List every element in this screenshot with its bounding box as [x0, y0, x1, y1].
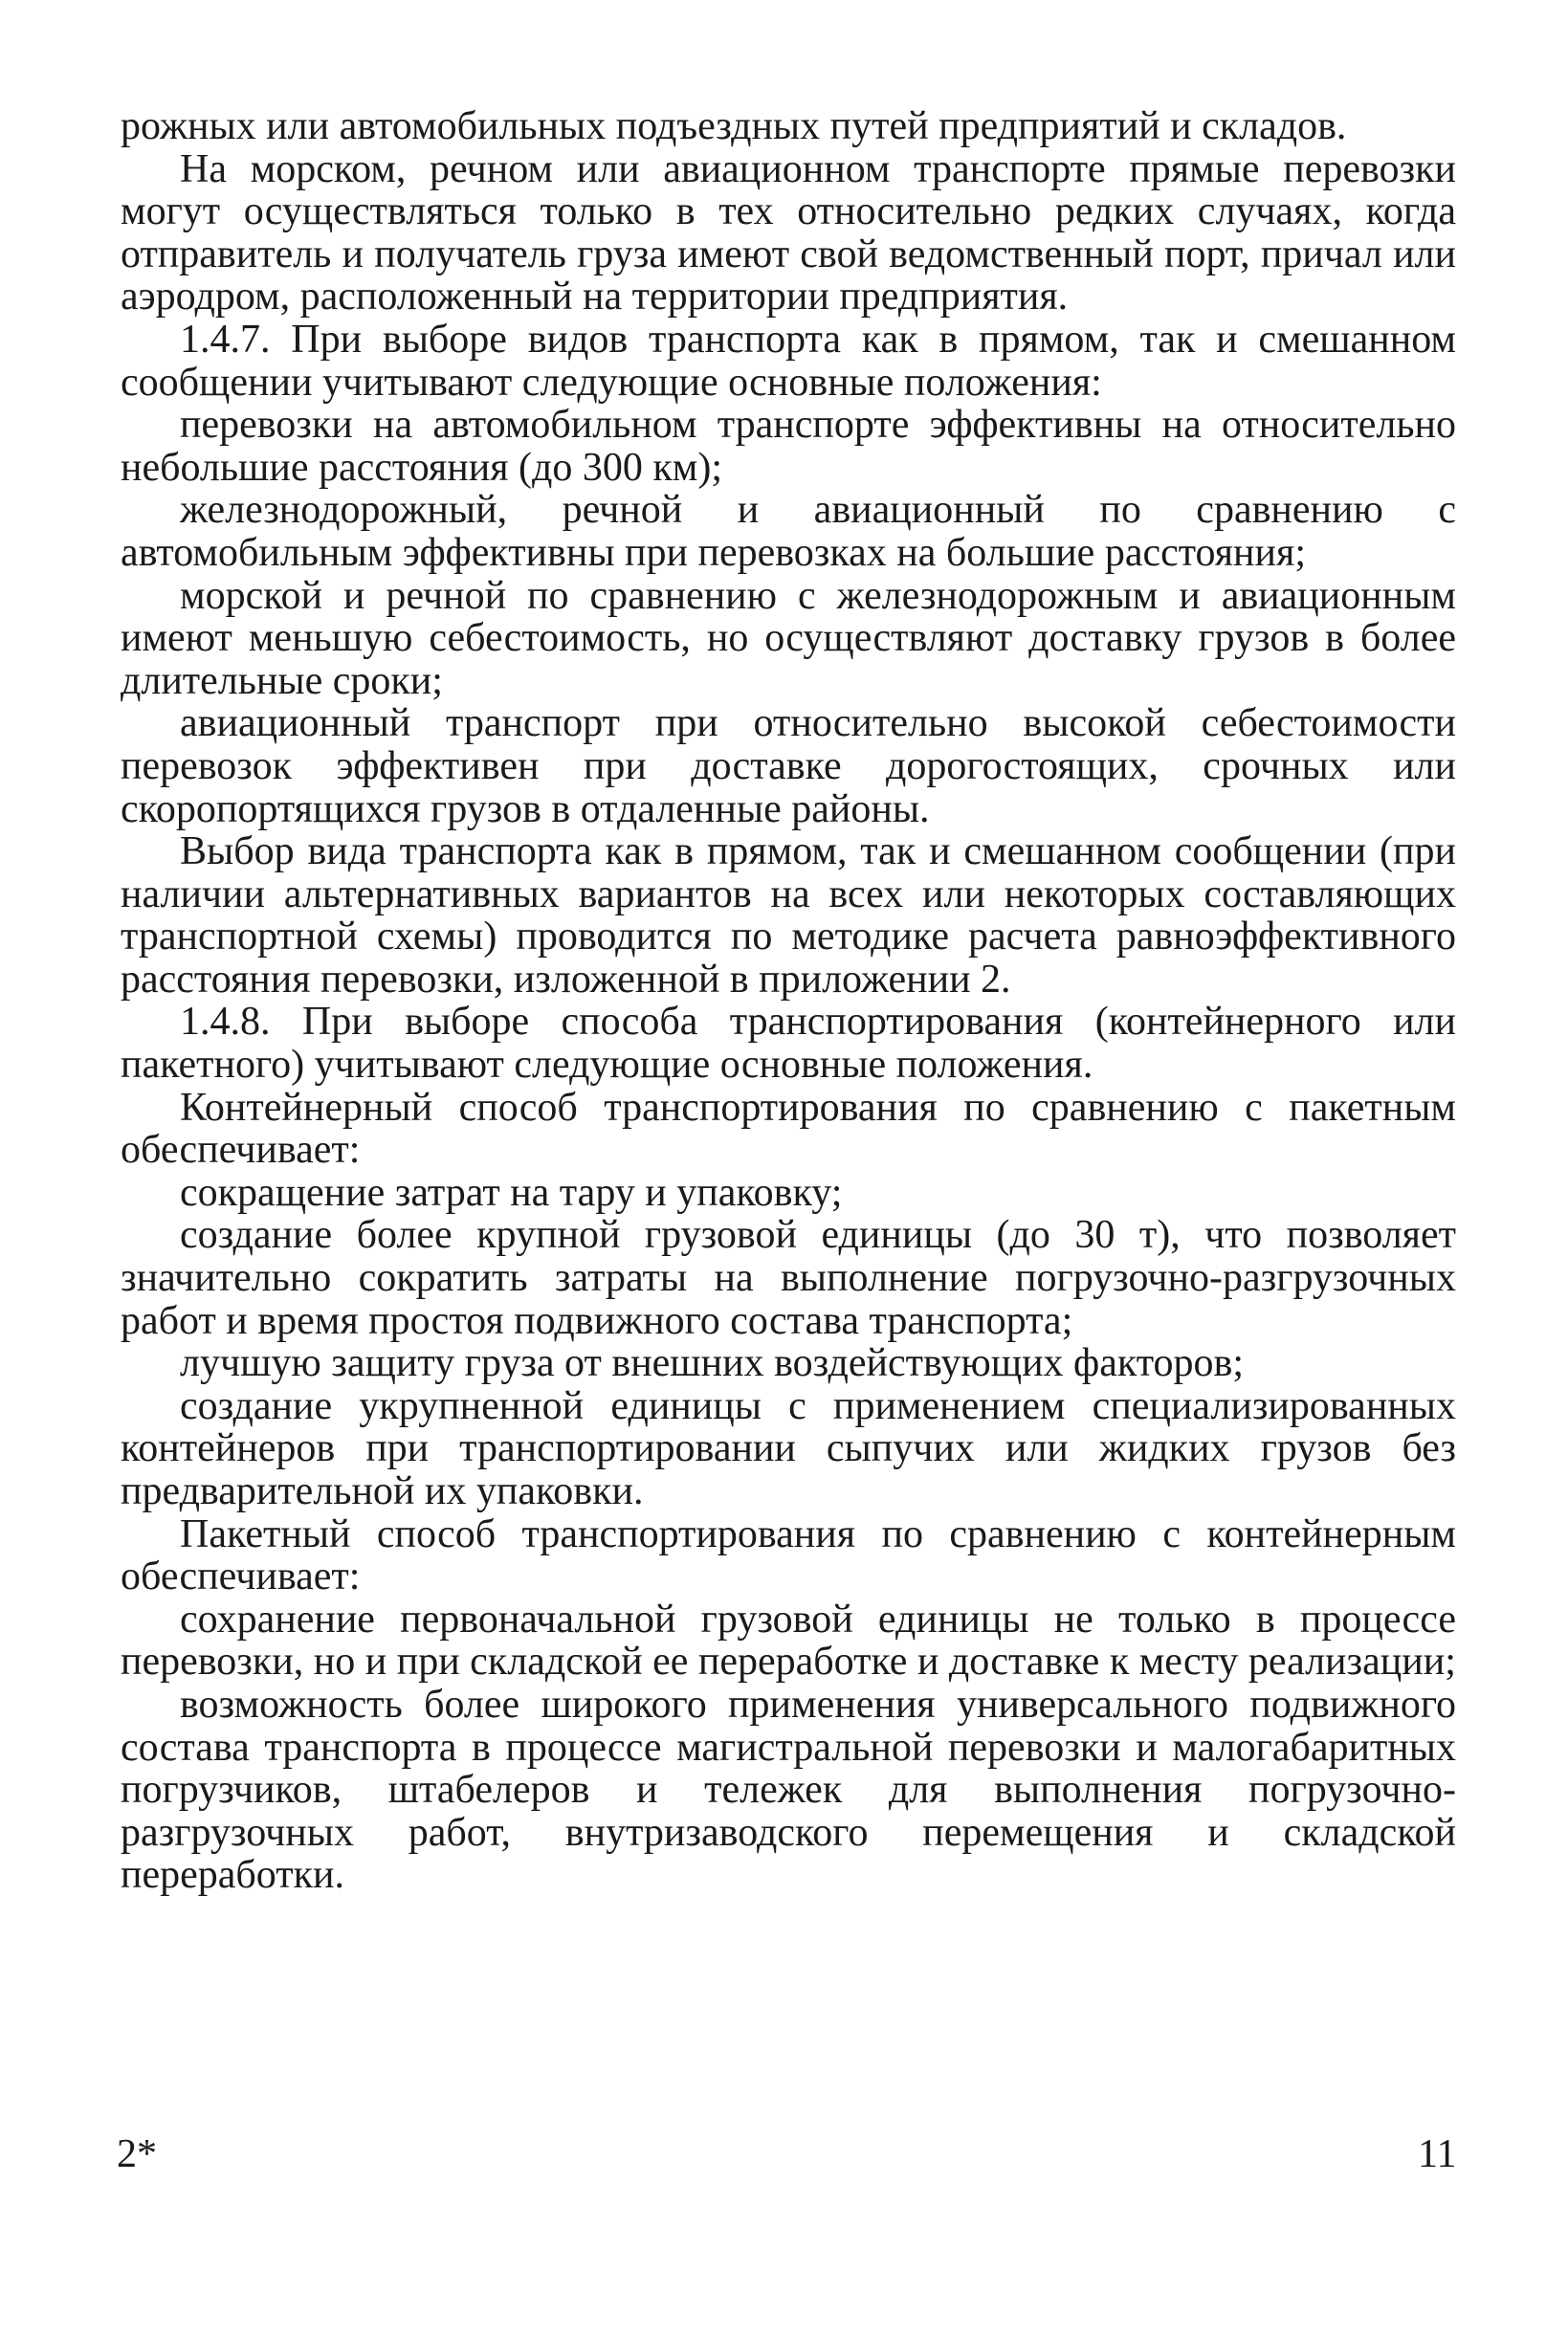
list-item-air: авиационный транспорт при относительно высокой себестоимости перевозок эффективен при доставке дорогостоящих, срочных или скоропортящихся грузов в отдаленные районы. [121, 701, 1456, 831]
paragraph-1-4-7: 1.4.7. При выборе видов транспорта как в прямом, так и смешанном сообщении учитывают следующие основные положения: [121, 317, 1456, 405]
page-number: 11 [1418, 2132, 1457, 2176]
paragraph-mode-choice: Выбор вида транспорта как в прямом, так и смешанном сообщении (при наличии альтернативных вариантов на всех или некоторых составляющих транспортной схемы) проводится по методике расчета равноэффективного расстояния перевозки, изложенной в приложении 2. [121, 829, 1456, 1002]
paragraph-container-method: Контейнерный способ транспортирования по сравнению с пакетным обеспечивает: [121, 1085, 1456, 1173]
paragraph-1-4-8: 1.4.8. При выборе способа транспортирования (контейнерного или пакетного) учитывают следующие основные положения. [121, 1000, 1456, 1088]
list-item-packaging-costs: сокращение затрат на тару и упаковку; [180, 1170, 843, 1215]
list-item-universal-rolling-stock: возможность более широкого применения универсального подвижного состава транспорта в процессе магистральной перевозки и малогабаритных погрузчиков, штабелеров и тележек для выполнения погрузочно-разгрузочных работ, внутризаводского перемещения и складской переработки. [121, 1682, 1456, 1898]
list-item-larger-unit: создание более крупной грузовой единицы (до 30 т), что позволяет значительно сократить затраты на выполнение погрузочно-разгрузочных работ и время простоя подвижного состава транспорта; [121, 1213, 1456, 1343]
list-item-protection: лучшую защиту груза от внешних воздействующих факторов; [180, 1341, 1245, 1386]
paragraph-sea-river-air: На морском, речном или авиационном транспорте прямые перевозки могут осуществляться только в тех относительно редких случаях, когда отправитель и получатель груза имеют свой ведомственный порт, причал или аэродром, расположенный на территории предприятия. [121, 146, 1456, 320]
paragraph-package-method: Пакетный способ транспортирования по сравнению с контейнерным обеспечивает: [121, 1511, 1456, 1599]
list-item-sea-river: морской и речной по сравнению с железнодорожным и авиационным имеют меньшую себестоимость, но осуществляют доставку грузов в более длительные сроки; [121, 573, 1456, 703]
list-item-auto: перевозки на автомобильном транспорте эффективны на относительно небольшие расстояния (до 300 км); [121, 403, 1456, 490]
list-item-rail-river-air: железнодорожный, речной и авиационный по сравнению с автомобильным эффективны при перевозках на большие расстояния; [121, 488, 1456, 575]
list-item-unit-preservation: сохранение первоначальной грузовой единицы не только в процессе перевозки, но и при складской ее переработке и доставке к месту реализации; [121, 1597, 1456, 1685]
list-item-bulk-liquid: создание укрупненной единицы с применением специализированных контейнеров при транспортировании сыпучих или жидких грузов без предварительной их упаковки. [121, 1383, 1456, 1513]
body-text [121, 105, 1456, 1897]
printer-signature-mark: 2* [117, 2132, 157, 2176]
paragraph-continuation: рожных или автомобильных подъездных путей предприятий и складов. [121, 104, 1347, 148]
